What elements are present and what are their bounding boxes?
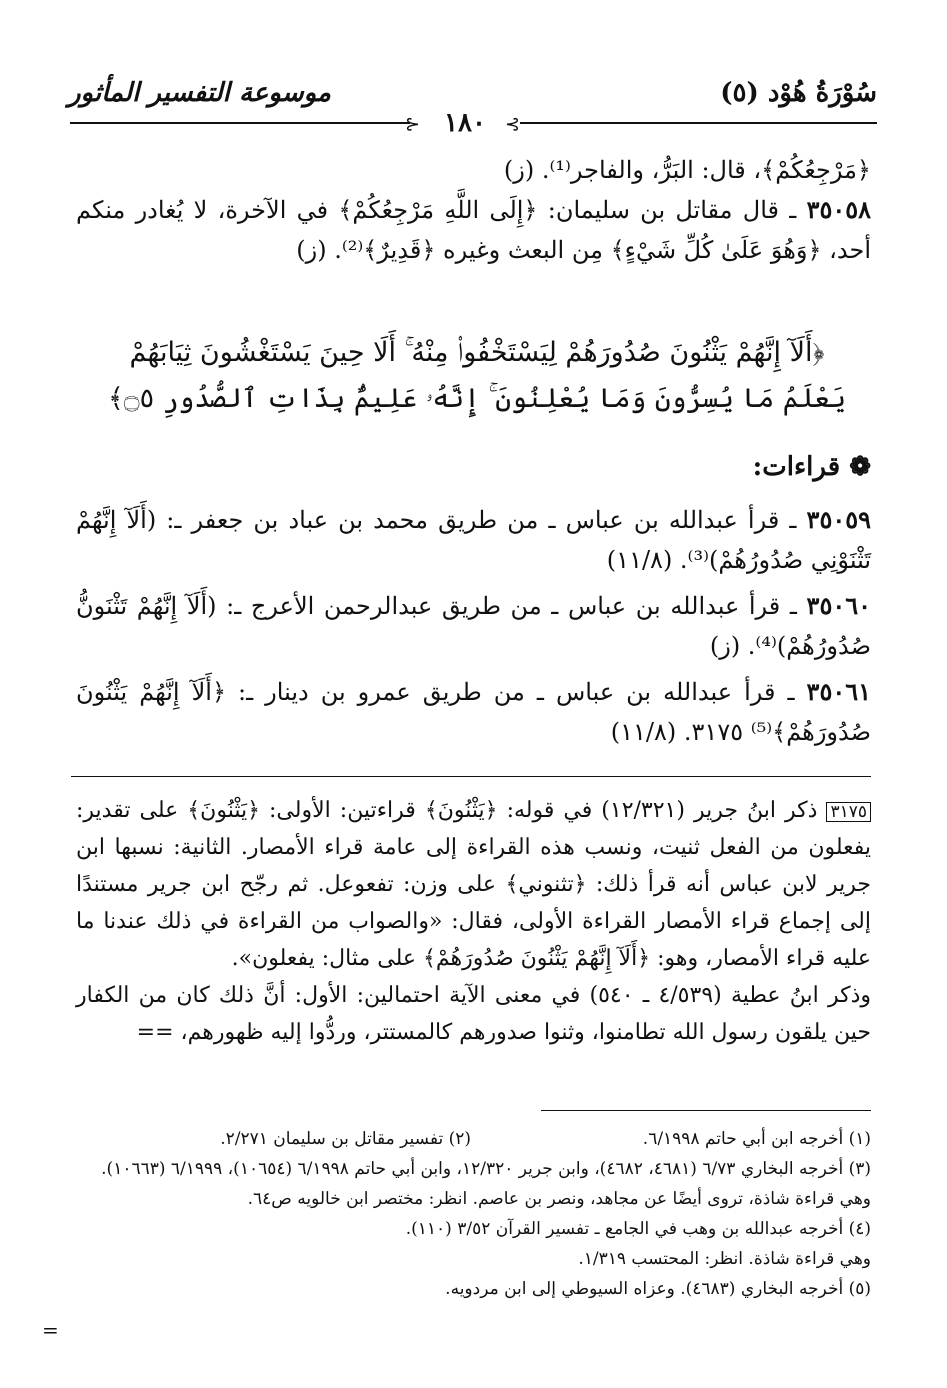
reading-entry [76,672,871,752]
verse-line-2: يَعْلَمُ مَا يُسِرُّونَ وَمَا يُعْلِنُونَ ۚ إِنَّهُۥ عَلِيمٌۢ بِذَاتِ ٱلصُّدُورِ ۝٥﴾ [107,383,847,414]
commentary-text: ذكر ابنُ جرير (١٢/٣٢١) في قوله: ﴿يَثْنُونَ﴾ قراءتين: الأولى: ﴿يَثْنُونَ﴾ على تقدير: يفعلون من الفعل ثنيت، ونسب هذه القراءة إلى عامة قراء الأمصار. الثانية: نسبها ابن جرير لابن عباس أنه قرأ ذلك: ﴿تثنوني﴾ على وزن: تفعوعل. ثم رجّح ابن جرير مستندًا إلى إجماع قراء الأمصار القراءة الأولى، فقال: «والصواب من القراءة في ذلك عندنا ما عليه قراء الأمصار، وهو: ﴿أَلَآ إِنَّهُمْ يَثْنُونَ صُدُورَهُمْ﴾ على مثال: يفعلون». [76,798,871,971]
footnote-3: (٣) أخرجه البخاري ٦/٧٣ (٤٦٨١، ٤٦٨٢)، وابن جرير ١٢/٣٢٠، وابن أبي حاتم ٦/١٩٩٨ (١٠٦٥٤)، ٦/١٩٩٩ (١٠٦٦٣). [101,1159,871,1179]
section-title: ❁ قراءات: [752,452,871,482]
ornament-icon: ⊰ [405,114,421,135]
book-title: موسوعة التفسير المأثور [68,78,331,108]
footnote-5: (٥) أخرجه البخاري (٤٦٨٣). وعزاه السيوطي إلى ابن مردويه. [445,1279,871,1299]
reading-entry [76,500,871,580]
commentary-para-1 [76,792,871,977]
verse-line-1: ﴿أَلَآ إِنَّهُمْ يَثْنُونَ صُدُورَهُمْ لِيَسْتَخْفُوا۟ مِنْهُ ۚ أَلَا حِينَ يَسْتَغْشُونَ ثِيَابَهُمْ [129,337,825,368]
quran-verse [77,330,877,422]
entry-text: ـ قرأ عبدالله بن عباس ـ من طريق عبدالرحمن الأعرج ـ: (أَلَآ إِنَّهُمْ تَثْنَونُّ صُدُورُهُمْ)⁽⁴⁾. (ز) [76,592,871,660]
footnote-1: (١) أخرجه ابن أبي حاتم ٦/١٩٩٨. [642,1129,871,1149]
footnotes [71,1124,871,1304]
commentary-rule [71,776,871,777]
note-tag: ٣١٧٥ [826,802,871,822]
entry-text: ـ قرأ عبدالله بن عباس ـ من طريق محمد بن عباد بن جعفر ـ: (أَلَآ إِنَّهُمْ تَثْنَوْنِي صُدُورُهُمْ)⁽³⁾. (١١/٨) [76,506,871,574]
opening-block [76,150,871,270]
opening-line: ﴿مَرْجِعُكُمْ﴾، قال: البَرُّ، والفاجر⁽¹⁾. (ز) [503,156,871,184]
entry-number: ٣٥٠٥٩ [806,505,871,534]
entry-35058 [76,190,871,270]
surah-header: سُوْرَةُ هُوْد (٥) [720,78,877,108]
entry-number: ٣٥٠٦١ [806,677,871,706]
header-rule-right [520,122,877,124]
footnote-4: (٤) أخرجه عبدالله بن وهب في الجامع ـ تفسير القرآن ٣/٥٢ (١١٠). [405,1219,871,1239]
commentary-block [76,792,871,1051]
footnote-3-note: وهي قراءة شاذة، تروى أيضًا عن مجاهد، ونصر بن عاصم. انظر: مختصر ابن خالويه ص٦٤. [247,1189,871,1209]
entry-number: ٣٥٠٥٨ [806,195,872,224]
readings-block [76,500,871,752]
header-rule-left [70,122,410,124]
commentary-para-2: وذكر ابنُ عطية (٤/٥٣٩ ـ ٥٤٠) في معنى الآية احتمالين: الأول: أنَّ ذلك كان من الكفار حين يلقون رسول الله تطامنوا، وثنوا صدورهم كالمستتر، وردُّوا إليه ظهورهم، == [76,983,871,1045]
ornament-icon: ⊱ [505,114,521,135]
margin-mark: = [42,1318,59,1342]
footnote-4-note: وهي قراءة شاذة. انظر: المحتسب ١/٣١٩. [578,1249,871,1269]
entry-number: ٣٥٠٦٠ [806,591,871,620]
reading-entry [76,586,871,666]
footnote-rule [541,1110,871,1111]
footnote-2: (٢) تفسير مقاتل بن سليمان ٢/٢٧١. [220,1129,471,1149]
page-number: ١٨٠ [444,108,486,138]
entry-text: ـ قرأ عبدالله بن عباس ـ من طريق عمرو بن دينار ـ: ﴿أَلَآ إِنَّهُمْ يَثْنُونَ صُدُورَهُمْ﴾⁽⁵⁾ ٣١٧٥. (١١/٨) [76,678,871,746]
entry-text: ـ قال مقاتل بن سليمان: ﴿إِلَى اللَّهِ مَرْجِعُكُمْ﴾ في الآخرة، لا يُغادر منكم أحد، ﴿وَهُوَ عَلَىٰ كُلِّ شَيْءٍ﴾ مِن البعث وغيره ﴿قَدِيرٌ﴾⁽²⁾. (ز) [76,196,871,264]
